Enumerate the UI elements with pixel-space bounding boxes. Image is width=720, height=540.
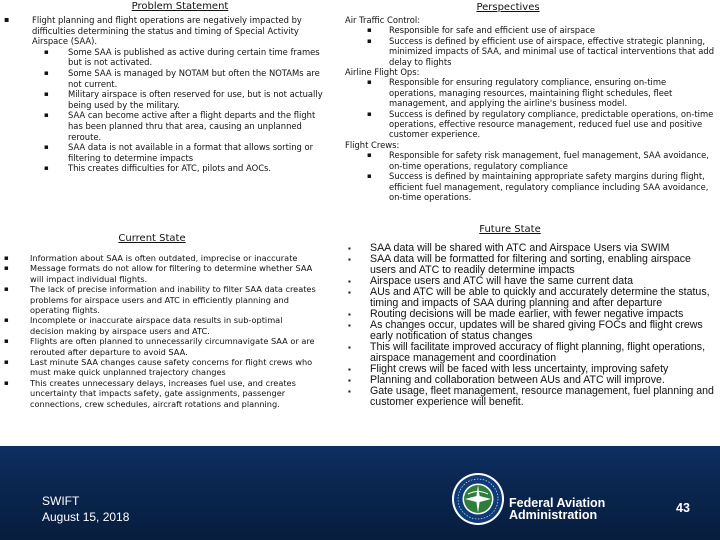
future-item: ▪ AUs and ATC will be able to quickly and accurately determine the status, timing and impacts of SAA during planning and after departure <box>346 287 714 309</box>
future-state <box>346 243 714 408</box>
problem-item: ▪ Some SAA is managed by NOTAM but often the NOTAMs are not current. <box>32 68 330 89</box>
problem-intro-text: Flight planning and flight operations are negatively impacted by difficulties determining the status and timing of Special Activity Airspace (SAA). <box>32 15 302 47</box>
future-item: ▪ Planning and collaboration between AUs and ATC will improve. <box>346 375 714 386</box>
current-item: ▪ Last minute SAA changes cause safety concerns for flight crews who must make quick unplanned trajectory changes <box>0 357 318 378</box>
future-item: ▪ As changes occur, updates will be shared giving FOCs and flight crews early notification of status changes <box>346 320 714 342</box>
problem-item: ▪ Military airspace is often reserved for use, but is not actually being used by the military. <box>32 89 330 110</box>
future-item: ▪ Airspace users and ATC will have the same current data <box>346 276 714 287</box>
agency-name-line2: Administration <box>509 508 598 522</box>
perspective-item: ▪ Success is defined by efficient use of airspace, effective strategic planning, minimized impacts of SAA, and minimal use of tactical interventions that add delay to flights <box>345 36 715 67</box>
problem-item: ▪ SAA can become active after a flight departs and the flight has been planned thru that area, causing an unplanned reroute. <box>32 110 330 142</box>
current-item: ▪ Incomplete or inaccurate airspace data results in sub-optimal decision making by airspace users and ATC. <box>0 315 318 336</box>
footer-bar <box>0 446 720 540</box>
faa-seal-icon <box>451 472 505 526</box>
agency-name-line1: Federal Aviation <box>509 496 606 510</box>
perspective-item: ▪ Success is defined by maintaining appropriate safety margins during flight, efficient fuel management, regulatory compliance including SAA avoidance, on-time operations. <box>345 171 715 202</box>
current-item: ▪ This creates unnecessary delays, increases fuel use, and creates uncertainty that impacts safety, gate assignments, passenger connections, crew schedules, aircraft rotations and planning. <box>0 378 318 409</box>
current-item: ▪ Flights are often planned to unnecessarily circumnavigate SAA or are rerouted after departure to avoid SAA. <box>0 336 318 357</box>
footer-program: SWIFT <box>42 494 80 508</box>
future-state-title: Future State <box>479 224 541 235</box>
future-item: ▪ Routing decisions will be made earlier, with fewer negative impacts <box>346 309 714 320</box>
perspective-atc <box>345 15 715 67</box>
perspective-heading: Air Traffic Control: <box>345 15 421 25</box>
perspective-item: ▪ Success is defined by regulatory compliance, predictable operations, on-time operations, effective resource management, reduced fuel use and positive customer experience. <box>345 109 715 140</box>
perspective-item: ▪ Responsible for safe and efficient use of airspace <box>345 25 715 35</box>
problem-statement-title: Problem Statement <box>131 1 229 12</box>
page-number: 43 <box>676 501 690 515</box>
future-item: ▪ Gate usage, fleet management, resource management, fuel planning and customer experience will benefit. <box>346 386 714 408</box>
current-item: ▪ The lack of precise information and inability to filter SAA data creates problems for airspace users and ATC in efficiently planning and operating flights. <box>0 284 318 315</box>
current-item: ▪ Message formats do not allow for filtering to determine whether SAA will impact individual flights. <box>0 263 318 284</box>
future-item: ▪ SAA data will be shared with ATC and Airspace Users via SWIM <box>346 243 714 254</box>
perspective-item: ▪ Responsible for safety risk management, fuel management, SAA avoidance, on-time operations, regulatory compliance <box>345 150 715 171</box>
future-item: ▪ SAA data will be formatted for filtering and sorting, enabling airspace users and ATC to readily determine impacts <box>346 254 714 276</box>
future-item: ▪ This will facilitate improved accuracy of flight planning, flight operations, airspace management and coordination <box>346 342 714 364</box>
problem-item: ▪ This creates difficulties for ATC, pilots and AOCs. <box>32 163 330 174</box>
perspective-airline <box>345 67 715 140</box>
perspectives <box>345 15 715 202</box>
current-state-title: Current State <box>118 233 186 244</box>
problem-item: ▪ SAA data is not available in a format that allows sorting or filtering to determine impacts <box>32 142 330 163</box>
current-state <box>0 253 318 409</box>
footer-date: August 15, 2018 <box>42 510 130 524</box>
current-item: ▪ Information about SAA is often outdated, imprecise or inaccurate <box>0 253 318 263</box>
perspective-heading: Airline Flight Ops: <box>345 67 420 78</box>
problem-item: ▪ Some SAA is published as active during certain time frames but is not activated. <box>32 47 330 68</box>
perspective-item: ▪ Responsible for ensuring regulatory compliance, ensuring on-time operations, managing resources, maintaining flight schedules, fleet management, and applying the airline's business model. <box>345 77 715 108</box>
future-item: ▪ Flight crews will be faced with less uncertainty, improving safety <box>346 364 714 375</box>
problem-intro <box>0 15 330 174</box>
problem-statement <box>0 15 330 174</box>
perspective-crews <box>345 140 715 202</box>
perspectives-title: Perspectives <box>476 2 540 13</box>
perspective-heading: Flight Crews: <box>345 139 400 150</box>
